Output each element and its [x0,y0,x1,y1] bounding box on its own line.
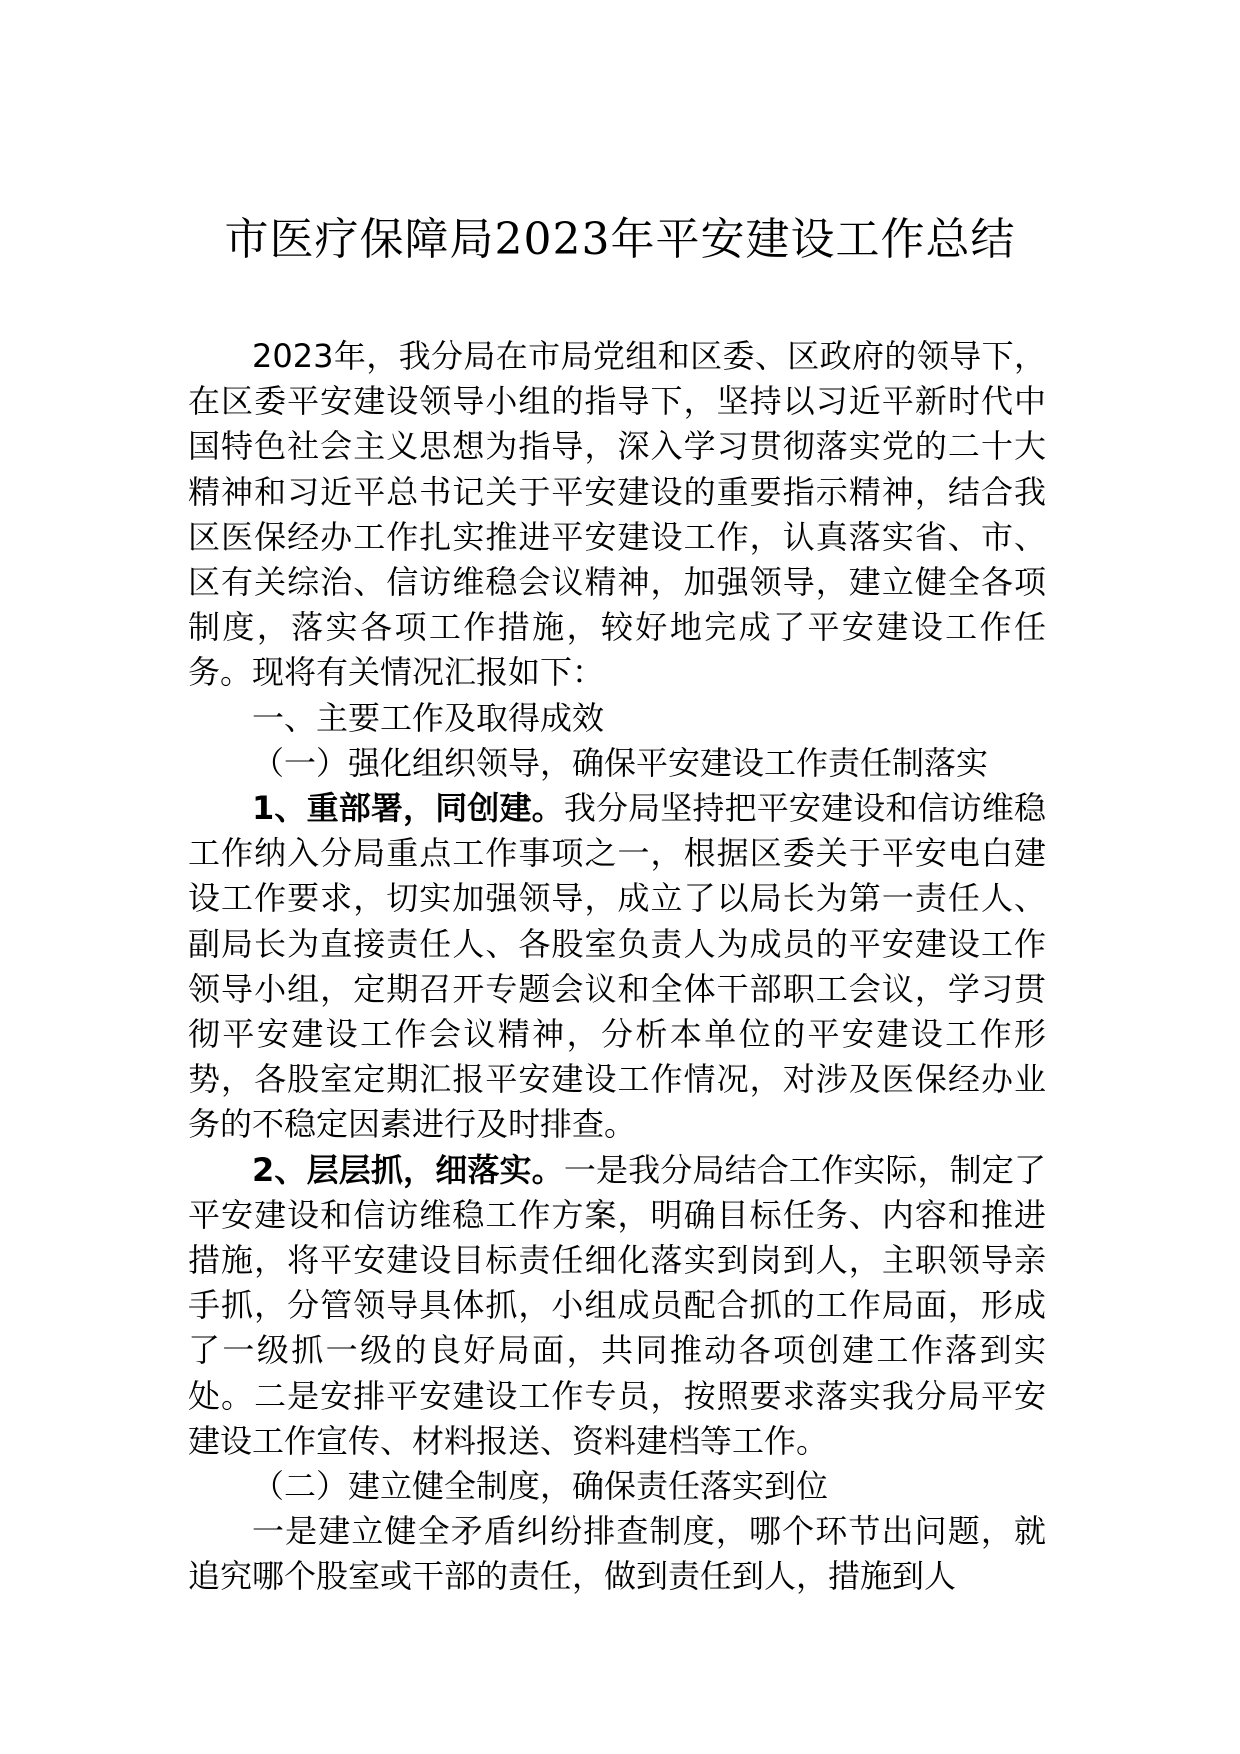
subsection-heading-2: （二）建立健全制度，确保责任落实到位 [252,1467,829,1506]
document-body [188,334,1046,1600]
item-1-text: 我分局坚持把平安建设和信访维稳工作纳入分局重点工作事项之一，根据区委关于平安电白建设工作要求，切实加强领导，成立了以局长为第一责任人、副局长为直接责任人、各股室负责人为成员的平安建设工作领导小组，定期召开专题会议和全体干部职工会议，学习贯彻平安建设工作会议精神，分析本单位的平安建设工作形势，各股室定期汇报平安建设工作情况，对涉及医保经办业务的不稳定因素进行及时排查。 [188,789,1046,1144]
item-paragraph-1 [188,786,1046,1148]
intro-paragraph: 2023年，我分局在市局党组和区委、区政府的领导下，在区委平安建设领导小组的指导下，坚持以习近平新时代中国特色社会主义思想为指导，深入学习贯彻落实党的二十大精神和习近平总书记关于平安建设的重要指示精神，结合我区医保经办工作扎实推进平安建设工作，认真落实省、市、区有关综治、信访维稳会议精神，加强领导，建立健全各项制度，落实各项工作措施，较好地完成了平安建设工作任务。现将有关情况汇报如下： [188,337,1046,692]
item-paragraph-2 [188,1148,1046,1464]
section-heading-1: 一、主要工作及取得成效 [252,698,605,737]
document-title: 市医疗保障局2023年平安建设工作总结 [224,214,1016,265]
item-1-lead: 1、重部署，同创建。 [252,789,564,828]
subsection-heading-1: （一）强化组织领导，确保平安建设工作责任制落实 [252,743,989,782]
item-2-text: 一是我分局结合工作实际，制定了平安建设和信访维稳工作方案，明确目标任务、内容和推进措施，将平安建设目标责任细化落实到岗到人，主职领导亲手抓，分管领导具体抓，小组成员配合抓的工作局面，形成了一级抓一级的良好局面，共同推动各项创建工作落到实处。二是安排平安建设工作专员，按照要求落实我分局平安建设工作宣传、材料报送、资料建档等工作。 [188,1150,1046,1460]
item-paragraph-3: 一是建立健全矛盾纠纷排查制度，哪个环节出问题，就追究哪个股室或干部的责任，做到责任到人，措施到人 [188,1512,1046,1596]
item-2-lead: 2、层层抓，细落实。 [252,1150,564,1189]
